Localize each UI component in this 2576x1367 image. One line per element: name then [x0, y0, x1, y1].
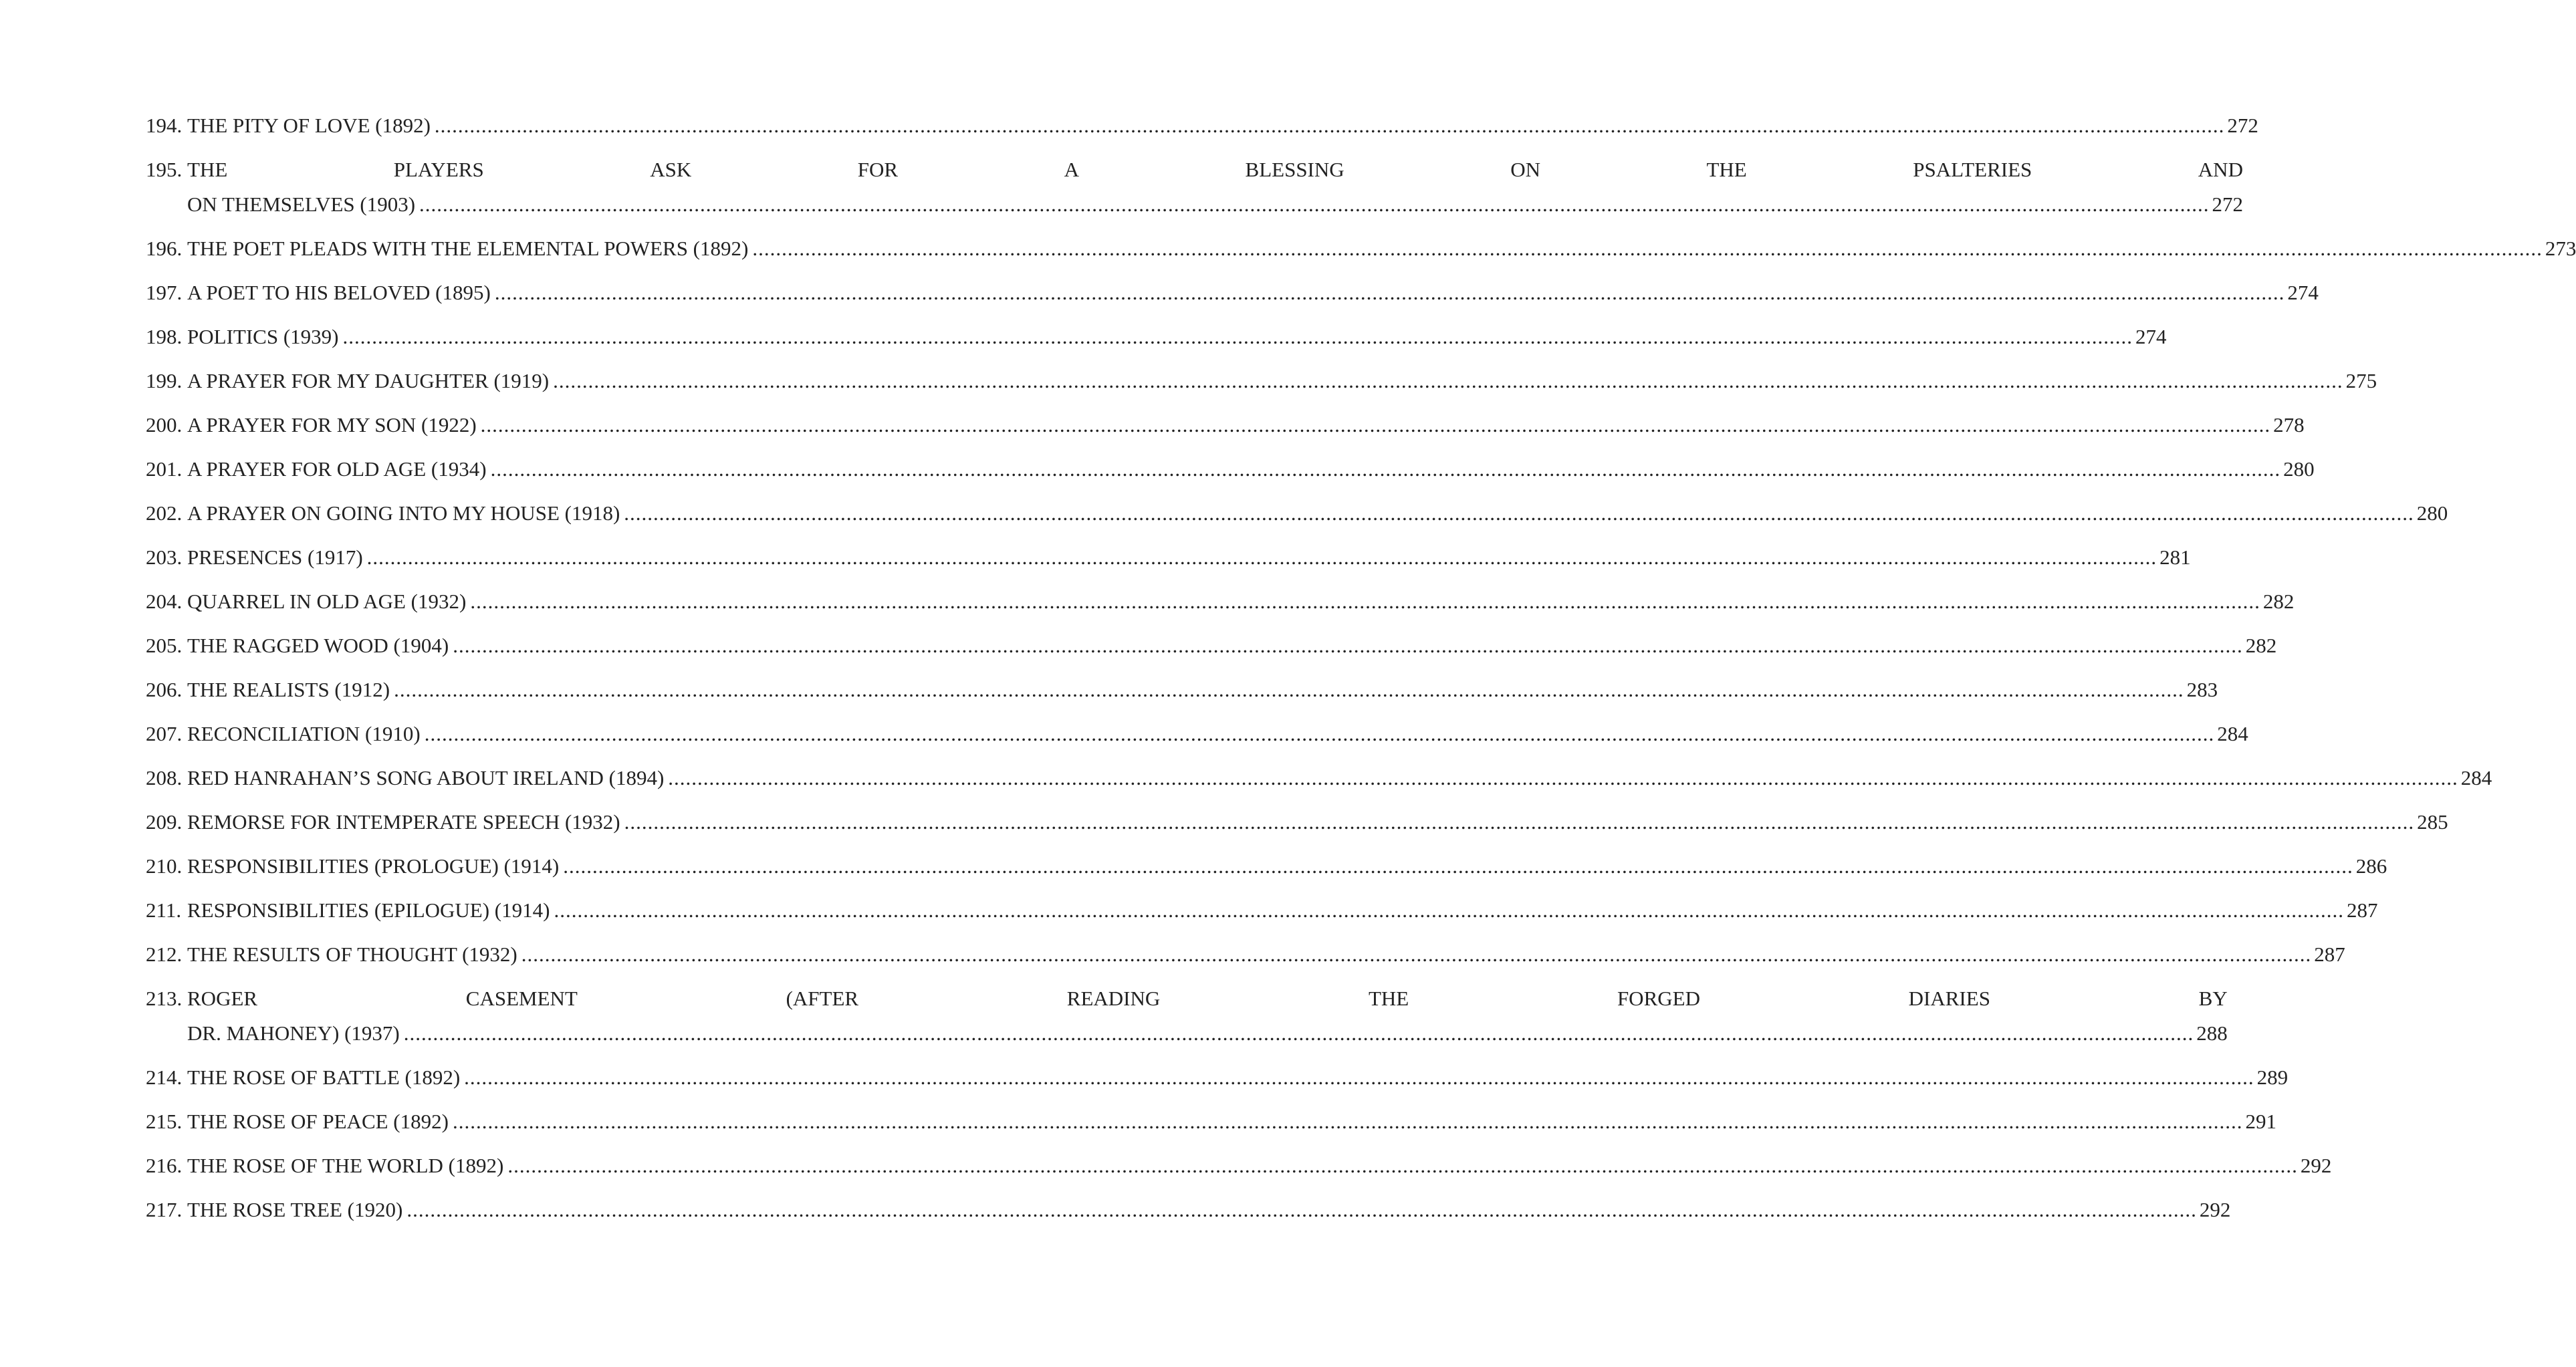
title-word: THE	[187, 158, 228, 181]
entry-number: 203.	[146, 545, 183, 569]
title-word: READING	[1066, 987, 1161, 1010]
toc-entry[interactable]	[146, 584, 2295, 619]
entry-number: 208.	[146, 766, 183, 789]
entry-number: 213.	[146, 987, 183, 1010]
toc-entry[interactable]	[146, 275, 2319, 310]
entry-number: 215.	[146, 1110, 183, 1133]
entry-page-number: 274	[2287, 281, 2319, 304]
entry-page-number: 284	[2217, 722, 2248, 745]
entry-number: 210.	[146, 854, 183, 878]
entry-title: RESPONSIBILITIES (PROLOGUE) (1914)	[187, 854, 560, 878]
toc-entry[interactable]	[146, 761, 2492, 795]
title-word: PLAYERS	[393, 158, 484, 181]
title-word: FORGED	[1617, 987, 1700, 1010]
toc-entry[interactable]	[146, 452, 2315, 487]
entry-page-number: 282	[2262, 590, 2295, 613]
toc-entry[interactable]	[146, 1104, 2276, 1139]
dot-leader	[453, 1104, 2243, 1139]
toc-entry[interactable]	[146, 108, 2258, 143]
entry-title: RED HANRAHAN’S SONG ABOUT IRELAND (1894)	[187, 766, 665, 789]
entry-number: 209.	[146, 810, 183, 834]
entry-number: 205.	[146, 634, 183, 657]
dot-leader	[453, 628, 2243, 663]
entry-page-number: 283	[2186, 678, 2218, 701]
dot-leader	[624, 496, 2414, 531]
entry-number: 198.	[146, 325, 183, 348]
dot-leader	[521, 937, 2312, 972]
entry-number: 202.	[146, 501, 183, 525]
toc-entry[interactable]	[146, 981, 2228, 1051]
entry-page-number: 281	[2159, 545, 2191, 569]
entry-title: POLITICS (1939)	[187, 325, 339, 348]
toc-entry[interactable]	[146, 717, 2248, 751]
title-word: ROGER	[187, 987, 258, 1010]
entry-number: 201.	[146, 457, 183, 481]
toc-entry[interactable]	[146, 152, 2244, 222]
dot-leader	[481, 408, 2271, 443]
dot-leader	[563, 849, 2353, 884]
dot-leader	[752, 231, 2543, 266]
entry-title: THE RAGGED WOOD (1904)	[187, 634, 449, 657]
entry-title: A PRAYER FOR MY DAUGHTER (1919)	[187, 369, 550, 392]
dot-leader	[554, 893, 2344, 928]
entry-title: A PRAYER FOR MY SON (1922)	[187, 413, 477, 437]
title-word: A	[1064, 158, 1080, 181]
entry-title: THE ROSE OF PEACE (1892)	[187, 1110, 449, 1133]
toc-entry[interactable]	[146, 231, 2576, 266]
entry-number: 195.	[146, 158, 183, 181]
dot-leader	[419, 187, 2210, 222]
toc-entry[interactable]	[146, 1148, 2332, 1183]
dot-leader	[435, 108, 2225, 143]
entry-number: 216.	[146, 1154, 183, 1177]
dot-leader	[464, 1060, 2254, 1095]
entry-page-number: 280	[2283, 457, 2315, 481]
dot-leader	[495, 275, 2285, 310]
entry-title: THE RESULTS OF THOUGHT (1932)	[187, 943, 517, 966]
toc-entry[interactable]	[146, 849, 2387, 884]
entry-title: THE ROSE TREE (1920)	[187, 1198, 403, 1221]
toc-entry[interactable]	[146, 1193, 2231, 1227]
entry-title: REMORSE FOR INTEMPERATE SPEECH (1932)	[187, 810, 620, 834]
title-word: THE	[1368, 987, 1409, 1010]
entry-number: 211.	[146, 898, 182, 922]
entry-page-number: 288	[2196, 1021, 2228, 1045]
entry-number: 206.	[146, 678, 183, 701]
toc-entry[interactable]	[146, 805, 2448, 840]
dot-leader	[394, 672, 2184, 707]
dot-leader	[425, 717, 2215, 751]
entry-number: 214.	[146, 1066, 183, 1089]
title-word: BLESSING	[1245, 158, 1344, 181]
toc-entry[interactable]	[146, 1060, 2289, 1095]
entry-number: 197.	[146, 281, 183, 304]
entry-number: 207.	[146, 722, 183, 745]
entry-title: RESPONSIBILITIES (EPILOGUE) (1914)	[187, 898, 550, 922]
entry-title-line-1	[187, 981, 2228, 1016]
entry-page-number: 272	[2227, 114, 2258, 137]
dot-leader	[406, 1193, 2197, 1227]
entry-page-number: 275	[2345, 369, 2377, 392]
entry-number: 196.	[146, 237, 183, 260]
entry-page-number: 282	[2245, 634, 2277, 657]
title-word: ASK	[650, 158, 692, 181]
toc-entry[interactable]	[146, 893, 2378, 928]
toc-entry[interactable]	[146, 540, 2191, 575]
entry-number: 212.	[146, 943, 183, 966]
entry-page-number: 273	[2545, 237, 2576, 260]
title-word: (AFTER	[786, 987, 859, 1010]
toc-entry[interactable]	[146, 364, 2377, 398]
entry-title-line-1	[187, 152, 2243, 187]
title-word: CASEMENT	[465, 987, 578, 1010]
table-of-contents	[146, 108, 2576, 1237]
entry-title: A PRAYER FOR OLD AGE (1934)	[187, 457, 487, 481]
entry-number: 204.	[146, 590, 183, 613]
toc-entry[interactable]	[146, 628, 2277, 663]
title-word: DIARIES	[1908, 987, 1990, 1010]
title-word: THE	[1706, 158, 1747, 181]
entry-number: 194.	[146, 114, 183, 137]
entry-title: RECONCILIATION (1910)	[187, 722, 421, 745]
toc-entry[interactable]	[146, 408, 2305, 443]
entry-page-number: 272	[2212, 193, 2244, 216]
entry-page-number: 285	[2417, 810, 2448, 834]
entry-title: DR. MAHONEY) (1937)	[187, 1021, 400, 1045]
title-word: FOR	[857, 158, 899, 181]
title-word: ON	[1510, 158, 1540, 181]
dot-leader	[624, 805, 2415, 840]
entry-title: QUARREL IN OLD AGE (1932)	[187, 590, 467, 613]
entry-page-number: 292	[2199, 1198, 2231, 1221]
title-word: AND	[2198, 158, 2243, 181]
toc-entry[interactable]	[146, 320, 2167, 354]
entry-title: THE PITY OF LOVE (1892)	[187, 114, 431, 137]
entry-page-number: 274	[2135, 325, 2167, 348]
entry-number: 199.	[146, 369, 183, 392]
title-word: BY	[2198, 987, 2228, 1010]
toc-entry[interactable]	[146, 937, 2345, 972]
entry-title: THE POET PLEADS WITH THE ELEMENTAL POWERS (1892)	[187, 237, 749, 260]
entry-title: THE ROSE OF THE WORLD (1892)	[187, 1154, 504, 1177]
dot-leader	[553, 364, 2343, 398]
entry-page-number: 278	[2273, 413, 2305, 437]
toc-entry[interactable]	[146, 496, 2448, 531]
entry-page-number: 292	[2300, 1154, 2332, 1177]
entry-page-number: 280	[2416, 501, 2448, 525]
entry-title: A POET TO HIS BELOVED (1895)	[187, 281, 491, 304]
dot-leader	[367, 540, 2157, 575]
dot-leader	[507, 1148, 2298, 1183]
entry-title: THE REALISTS (1912)	[187, 678, 390, 701]
dot-leader	[668, 761, 2458, 795]
entry-page-number: 287	[2346, 898, 2378, 922]
entry-page-number: 289	[2256, 1066, 2289, 1089]
entry-number: 217.	[146, 1198, 183, 1221]
dot-leader	[491, 452, 2281, 487]
entry-title: ON THEMSELVES (1903)	[187, 193, 416, 216]
dot-leader	[404, 1016, 2194, 1051]
entry-page-number: 291	[2245, 1110, 2276, 1133]
dot-leader	[342, 320, 2133, 354]
dot-leader	[470, 584, 2260, 619]
entry-title: PRESENCES (1917)	[187, 545, 363, 569]
entry-title: A PRAYER ON GOING INTO MY HOUSE (1918)	[187, 501, 620, 525]
entry-number: 200.	[146, 413, 183, 437]
entry-page-number: 284	[2460, 766, 2492, 789]
entry-title: THE ROSE OF BATTLE (1892)	[187, 1066, 461, 1089]
title-word: PSALTERIES	[1913, 158, 2032, 181]
entry-page-number: 286	[2355, 854, 2387, 878]
toc-entry[interactable]	[146, 672, 2218, 707]
entry-page-number: 287	[2314, 943, 2345, 966]
